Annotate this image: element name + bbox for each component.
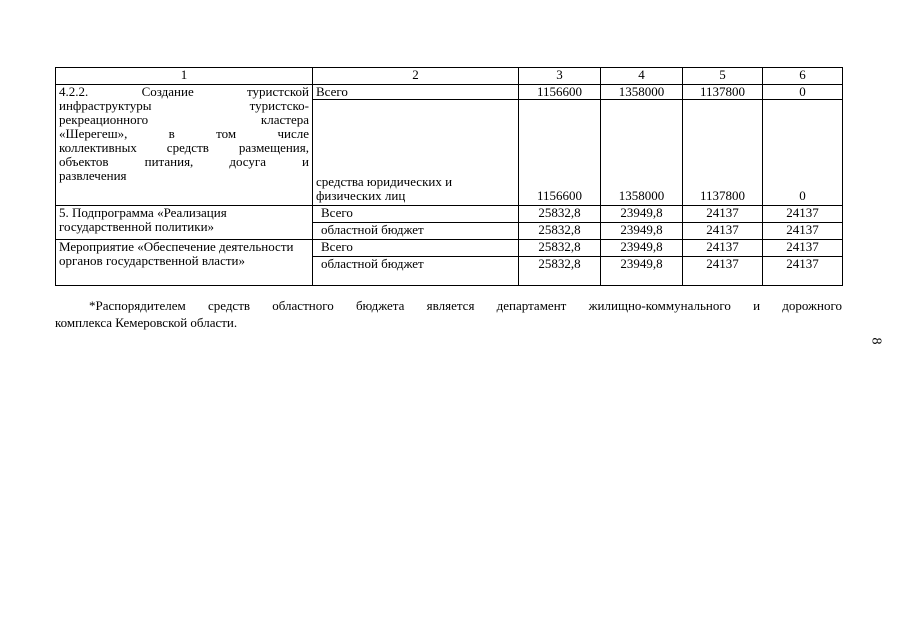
value-cell: 24137: [763, 257, 843, 286]
value-cell: 1358000: [601, 100, 683, 206]
value-cell: 0: [763, 85, 843, 100]
header-cell: 1: [56, 68, 313, 85]
desc-line: рекреационного кластера: [59, 112, 309, 127]
value-cell: 25832,8: [519, 206, 601, 223]
value-cell: 1156600: [519, 100, 601, 206]
page-number: 8: [868, 337, 884, 345]
table-row: [56, 240, 843, 257]
header-cell: 5: [683, 68, 763, 85]
value-cell: 1137800: [683, 85, 763, 100]
desc-line: объектов питания, досуга и: [59, 154, 309, 169]
value-cell: 0: [763, 100, 843, 206]
desc-line: коллективных средств размещения,: [59, 140, 309, 155]
value-cell: 23949,8: [601, 206, 683, 223]
value-cell: 23949,8: [601, 257, 683, 286]
value-cell: 24137: [763, 223, 843, 240]
footnote-line: комплекса Кемеровской области.: [55, 315, 238, 330]
header-cell: 3: [519, 68, 601, 85]
value-cell: 23949,8: [601, 223, 683, 240]
header-cell: 2: [313, 68, 519, 85]
desc-line: инфраструктуры туристско-: [59, 98, 309, 113]
row-description: [56, 85, 313, 206]
footnote: [55, 297, 842, 331]
value-cell: 23949,8: [601, 240, 683, 257]
desc-line: «Шерегеш», в том числе: [59, 126, 309, 141]
source-label: областной бюджет: [313, 257, 519, 286]
value-cell: 24137: [763, 240, 843, 257]
value-cell: 1358000: [601, 85, 683, 100]
value-cell: 25832,8: [519, 257, 601, 286]
table-row: [56, 206, 843, 223]
source-label: Всего: [313, 206, 519, 223]
value-cell: 24137: [683, 223, 763, 240]
source-label: средства юридических и физических лиц: [313, 100, 519, 206]
table-row: [56, 85, 843, 100]
desc-line: 4.2.2. Создание туристской: [59, 84, 309, 99]
footnote-line: *Распорядителем средств областного бюджета является департамент жилищно-коммунального и дорожного: [89, 298, 842, 313]
value-cell: 25832,8: [519, 240, 601, 257]
value-cell: 24137: [683, 206, 763, 223]
row-description: Мероприятие «Обеспечение деятельности органов государственной власти»: [56, 240, 313, 286]
header-row: [56, 68, 843, 85]
value-cell: 1137800: [683, 100, 763, 206]
value-cell: 25832,8: [519, 223, 601, 240]
row-description: 5. Подпрограмма «Реализация государственной политики»: [56, 206, 313, 240]
budget-table: [55, 67, 843, 286]
source-label: Всего: [313, 240, 519, 257]
value-cell: 24137: [763, 206, 843, 223]
source-label: областной бюджет: [313, 223, 519, 240]
source-label: Всего: [313, 85, 519, 100]
desc-line: развлечения: [59, 168, 127, 183]
value-cell: 1156600: [519, 85, 601, 100]
header-cell: 6: [763, 68, 843, 85]
value-cell: 24137: [683, 240, 763, 257]
value-cell: 24137: [683, 257, 763, 286]
header-cell: 4: [601, 68, 683, 85]
